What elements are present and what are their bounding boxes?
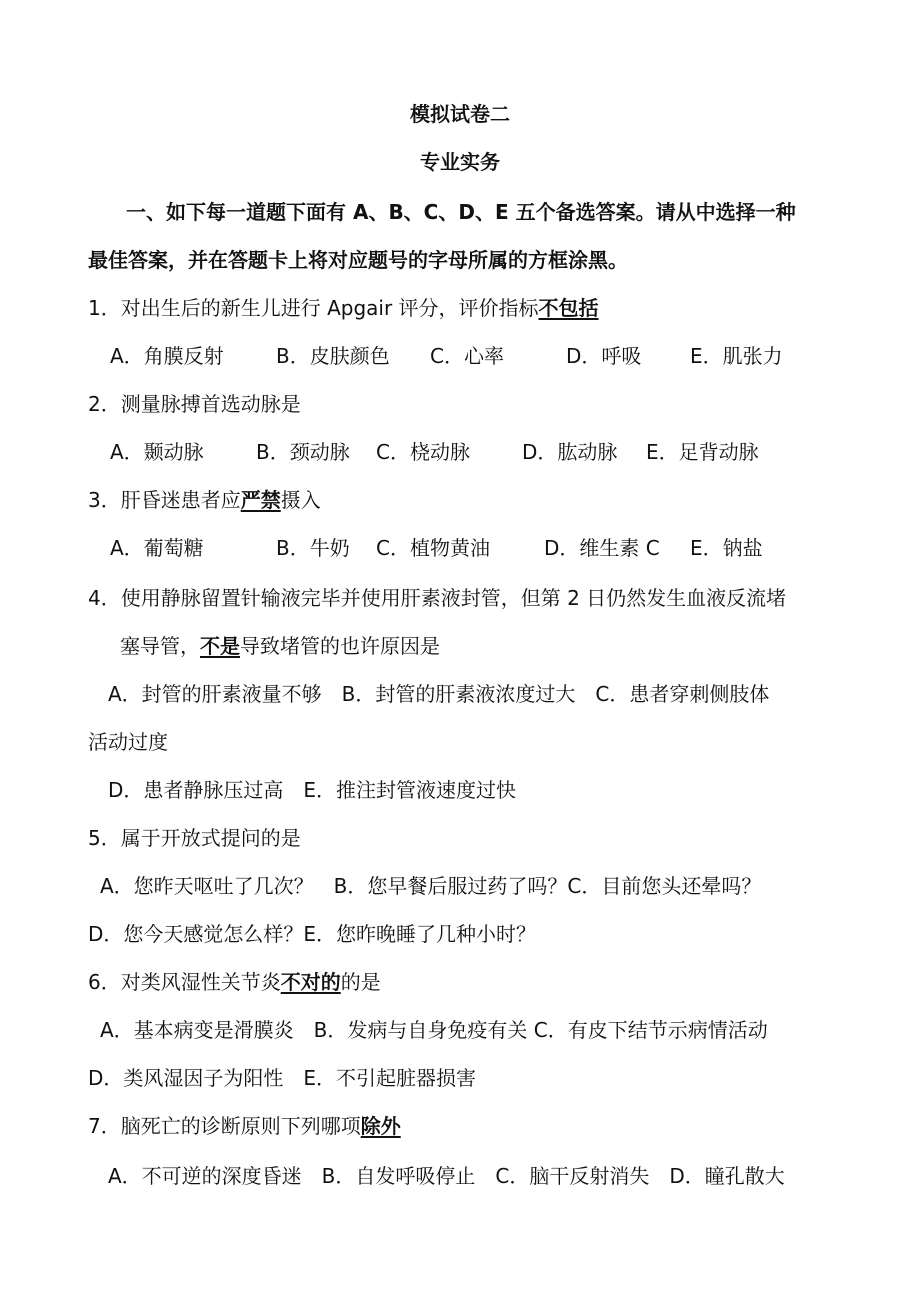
question-6-stem-text: 6．对类风湿性关节炎 xyxy=(88,970,281,994)
question-3-option-d: D．维生素 C xyxy=(544,536,660,560)
question-1-emphasis: 不包括 xyxy=(538,296,599,320)
question-4-options-line-3: D．患者静脉压过高 E．推注封管液速度过快 xyxy=(108,778,517,802)
question-6-stem xyxy=(88,968,888,996)
question-6-options-line-1: A．基本病变是滑膜炎 B．发病与自身免疫有关 C．有皮下结节示病情活动 xyxy=(100,1018,768,1042)
question-1-stem-text: 1．对出生后的新生儿进行 Apgair 评分，评价指标 xyxy=(88,296,539,320)
question-2-option-e: E．足背动脉 xyxy=(646,440,759,464)
question-4-options-line-2: 活动过度 xyxy=(88,730,168,754)
question-3-option-a: A．葡萄糖 xyxy=(110,536,204,560)
question-4-stem-line-1: 4．使用静脉留置针输液完毕并使用肝素液封管，但第 2 日仍然发生血液反流堵 xyxy=(88,586,787,610)
question-7-options-line-1: A．不可逆的深度昏迷 B．自发呼吸停止 C．脑干反射消失 D．瞳孔散大 xyxy=(108,1164,785,1188)
question-6-options-line-2: D．类风湿因子为阳性 E．不引起脏器损害 xyxy=(88,1066,477,1090)
question-5-options-line-2: D．您今天感觉怎么样？E．您昨晚睡了几种小时？ xyxy=(88,922,537,946)
question-4-stem-line-2 xyxy=(120,632,880,660)
question-5-stem: 5．属于开放式提问的是 xyxy=(88,826,301,850)
question-6-emphasis: 不对的 xyxy=(280,970,341,994)
instruction-line-2: 最佳答案，并在答题卡上将对应题号的字母所属的方框涂黑。 xyxy=(88,248,628,272)
question-1-option-e: E．肌张力 xyxy=(690,344,783,368)
page-title: 模拟试卷二 xyxy=(410,102,510,126)
question-3-option-e: E．钠盐 xyxy=(690,536,763,560)
page-subtitle: 专业实务 xyxy=(420,150,500,174)
question-1-option-b: B．皮肤颜色 xyxy=(276,344,390,368)
question-6-stem-suffix: 的是 xyxy=(340,970,381,994)
question-3-emphasis: 严禁 xyxy=(240,488,281,512)
question-7-emphasis: 除外 xyxy=(360,1114,401,1138)
question-2-stem: 2．测量脉搏首选动脉是 xyxy=(88,392,301,416)
question-1-option-d: D．呼吸 xyxy=(566,344,642,368)
question-1-stem xyxy=(88,294,888,322)
question-4-stem-suffix: 导致堵管的也许原因是 xyxy=(240,634,440,658)
question-3-stem-text: 3．肝昏迷患者应 xyxy=(88,488,241,512)
question-4-options-line-1: A．封管的肝素液量不够 B．封管的肝素液浓度过大 C．患者穿刺侧肢体 xyxy=(108,682,770,706)
question-2-options xyxy=(0,438,920,466)
question-3-option-b: B．牛奶 xyxy=(276,536,350,560)
question-1-option-c: C．心率 xyxy=(430,344,504,368)
question-4-emphasis: 不是 xyxy=(200,634,240,658)
question-2-option-a: A．颞动脉 xyxy=(110,440,204,464)
question-7-stem xyxy=(88,1112,888,1140)
question-4-stem-text: 塞导管， xyxy=(120,634,200,658)
question-3-options xyxy=(0,534,920,562)
question-3-stem-suffix: 摄入 xyxy=(280,488,321,512)
question-2-option-d: D．肱动脉 xyxy=(522,440,618,464)
question-2-option-c: C．桡动脉 xyxy=(376,440,470,464)
question-7-stem-text: 7．脑死亡的诊断原则下列哪项 xyxy=(88,1114,361,1138)
question-2-option-b: B．颈动脉 xyxy=(256,440,350,464)
question-3-option-c: C．植物黄油 xyxy=(376,536,490,560)
question-1-option-a: A．角膜反射 xyxy=(110,344,224,368)
question-1-options xyxy=(0,342,920,370)
question-5-options-line-1: A．您昨天呕吐了几次？ B．您早餐后服过药了吗？C．目前您头还晕吗？ xyxy=(100,874,762,898)
question-3-stem xyxy=(88,486,888,514)
instruction-line-1: 一、如下每一道题下面有 A、B、C、D、E 五个备选答案。请从中选择一种 xyxy=(126,200,796,224)
